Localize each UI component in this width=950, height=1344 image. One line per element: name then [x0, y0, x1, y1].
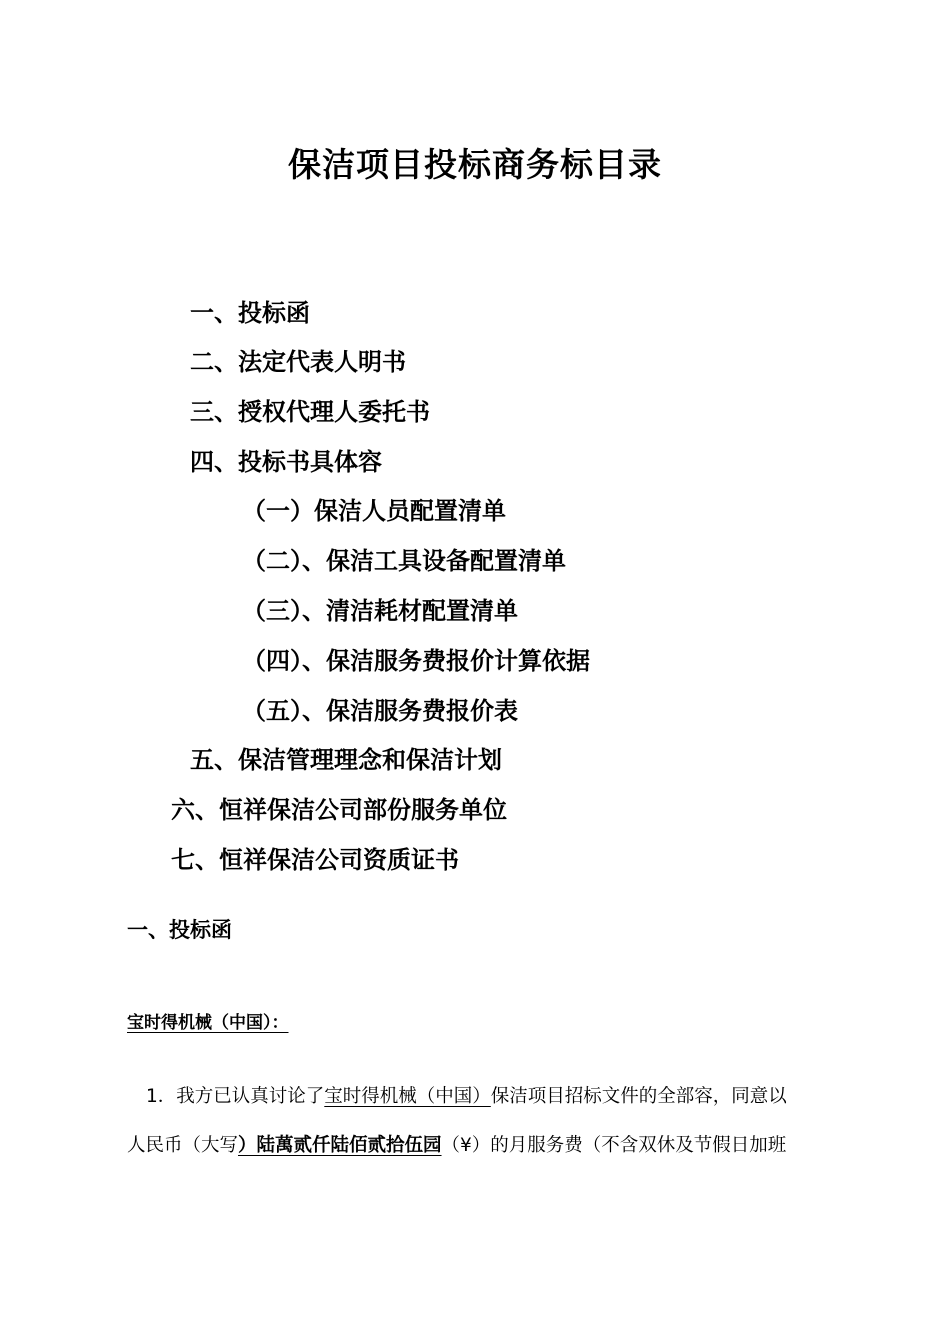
- toc-item-legal-representative: 二、法定代表人明书: [190, 348, 406, 376]
- toc-subitem-consumables-list: （三）、清洁耗材配置清单: [242, 597, 518, 625]
- letter-paragraph-line-2: [127, 1131, 786, 1161]
- toc-item-management-plan: 五、保洁管理理念和保洁计划: [190, 746, 502, 774]
- toc-subitem-equipment-list: （二）、保洁工具设备配置清单: [242, 547, 566, 575]
- letter-addressee: 宝时得机械（中国）：: [127, 1013, 289, 1033]
- toc-item-service-clients: 六、恒祥保洁公司部份服务单位: [171, 796, 507, 824]
- toc-item-bid-contents: 四、投标书具体容: [190, 448, 382, 476]
- toc-item-bid-letter: 一、投标函: [190, 299, 310, 327]
- toc-subitem-price-table: （五）、保洁服务费报价表: [242, 697, 518, 725]
- toc-subitem-pricing-basis: （四）、保洁服务费报价计算依据: [242, 647, 590, 675]
- toc-item-certificates: 七、恒祥保洁公司资质证书: [171, 846, 459, 874]
- paragraph-text: 保洁项目招标文件的全部容，同意以: [490, 1086, 787, 1107]
- company-name: 宝时得机械（中国）: [324, 1086, 491, 1107]
- paragraph-text: 人民币（大写: [127, 1135, 239, 1156]
- letter-paragraph-line-1: [146, 1082, 787, 1112]
- toc-subitem-staff-list: （一）保洁人员配置清单: [242, 497, 506, 525]
- paragraph-text: （¥）的月服务费（不含双休及节假日加班: [441, 1135, 787, 1156]
- toc-item-authorized-agent: 三、授权代理人委托书: [190, 398, 430, 426]
- document-title: 保洁项目投标商务标目录: [288, 145, 662, 184]
- paragraph-text: 1．我方已认真讨论了: [146, 1086, 325, 1107]
- section-heading-bid-letter: 一、投标函: [127, 918, 232, 942]
- price-amount: ）陆萬贰仟陆佰贰拾伍园: [238, 1135, 442, 1156]
